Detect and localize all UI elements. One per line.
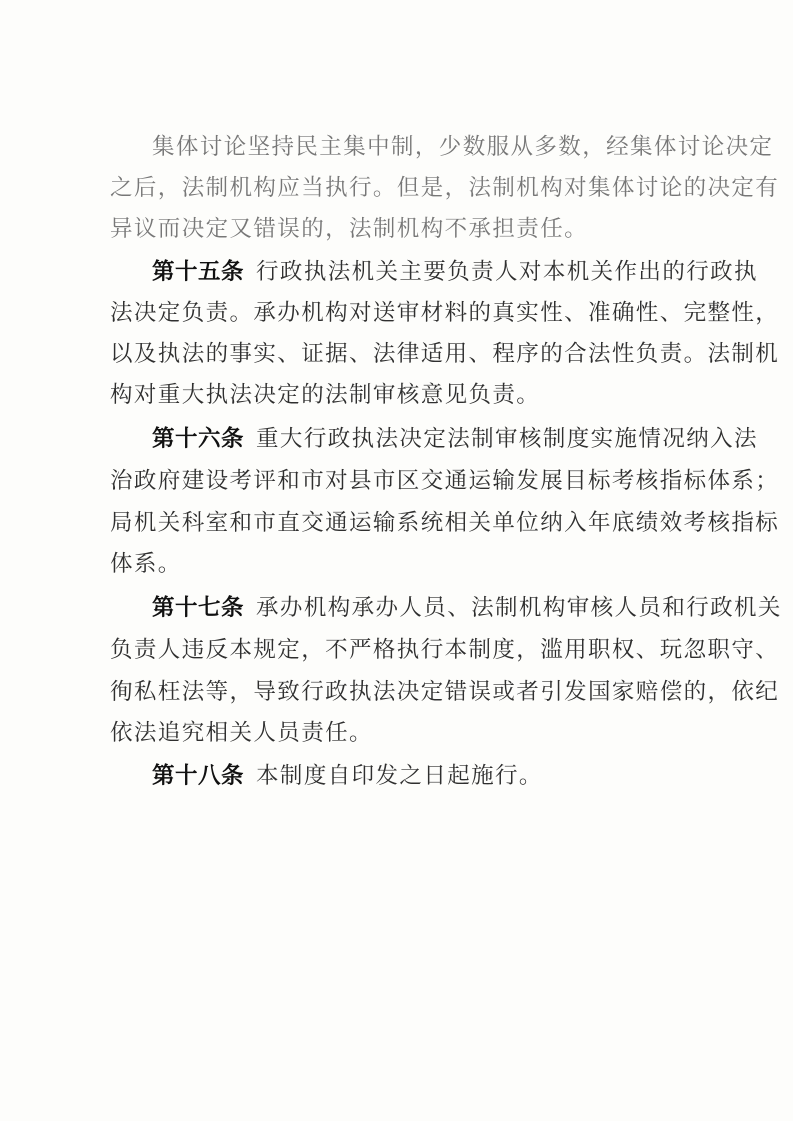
- paragraph-line: 构对重大执法决定的法制审核意见负责。: [110, 382, 541, 408]
- paragraph-line: [152, 258, 758, 286]
- paragraph-line: 异议而决定又错误的，法制机构不承担责任。: [110, 216, 589, 242]
- article-heading: 第十八条: [152, 763, 245, 789]
- paragraph-line: 之后，法制机构应当执行。但是，法制机构对集体讨论的决定有: [110, 175, 780, 201]
- paragraph-line: 局机关科室和市直交通运输系统相关单位纳入年底绩效考核指标: [110, 510, 780, 536]
- paragraph-line: [152, 425, 758, 453]
- article-text: 行政执法机关主要负责人对本机关作出的行政执: [256, 259, 758, 285]
- article-heading: 第十六条: [152, 426, 245, 452]
- paragraph-line: [152, 594, 782, 622]
- article-text: 本制度自印发之日起施行。: [256, 763, 543, 789]
- paragraph-line: 徇私枉法等，导致行政执法决定错误或者引发国家赔偿的，依纪: [110, 679, 780, 705]
- article-heading: 第十七条: [152, 595, 245, 621]
- article-heading: 第十五条: [152, 259, 245, 285]
- paragraph-line: 治政府建设考评和市对县市区交通运输发展目标考核指标体系；: [110, 468, 780, 494]
- paragraph-line: 体系。: [110, 551, 182, 577]
- paragraph-line: 负责人违反本规定，不严格执行本制度，滥用职权、玩忽职守、: [110, 637, 780, 663]
- article-text: 承办机构承办人员、法制机构审核人员和行政机关: [256, 595, 782, 621]
- paragraph-line: 依法追究相关人员责任。: [110, 720, 373, 746]
- paragraph-line: 集体讨论坚持民主集中制，少数服从多数，经集体讨论决定: [152, 134, 774, 160]
- paragraph-line: [152, 762, 543, 790]
- paragraph-line: 法决定负责。承办机构对送审材料的真实性、准确性、完整性，: [110, 300, 780, 326]
- article-text: 重大行政执法决定法制审核制度实施情况纳入法: [256, 426, 758, 452]
- paragraph-line: 以及执法的事实、证据、法律适用、程序的合法性负责。法制机: [110, 341, 780, 367]
